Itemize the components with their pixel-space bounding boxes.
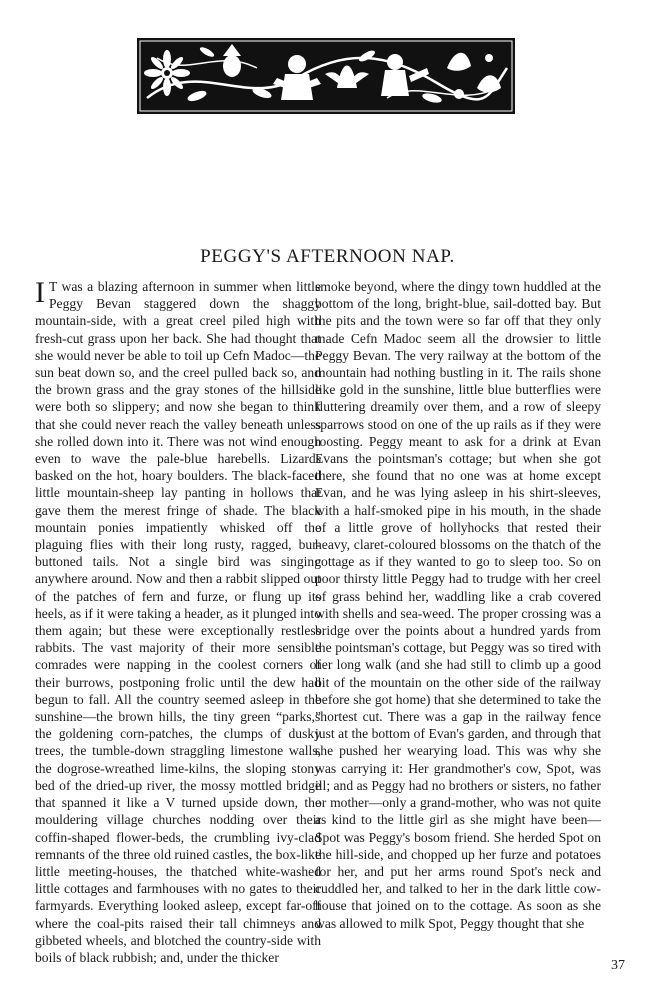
left-column-text: T was a blazing afternoon in summer when little Peggy Bevan staggered down the shaggy mountain-side, with a great creel piled high with fresh-cut grass upon her back. She had thought that she would never be able to toil up Cefn Madoc—the sun beat down so, and the creel pulled back so, and the brown grass and the gray stones of the hillside were both so slippery; and now she began to think that she could never reach the valley beneath unless she rolled down into it. There was not wind enough even to wave the pale-blue harebells. Lizards basked on the hot, hoary boulders. The black-faced little mountain-sheep lay panting in hollows that gave them the merest fringe of shade. The black mountain ponies impatiently whisked off the plaguing flies with their long rusty, ragged, bur-buttoned tails. Not a single bird was singing anywhere around. Now and then a rabbit slipped out of the patches of fern and furze, or flung up its heels, as if it were taking a header, as it plunged into them again; but these were exceptionally restless rabbits. The vast majority of their more sensible comrades were napping in the coolest corners of their burrows, postponing frolic until the dew had begun to fall. All the country seemed asleep in the sunshine—the brown hills, the tiny green “parks,” the goldening corn-patches, the clumps of dusky trees, the tumble-down straggling limestone walls, the dogrose-wreathed lime-kilns, the sloping stony bed of the dried-up river, the mossy mottled bridge that spanned it like a V turned upside down, the mouldering village churches nodding over their coffin-shaped flower-beds, the crumbling ivy-clad remnants of the three old ruined castles, the box-like little meeting-houses, the thatched white-washed little cottages and farmhouses with no gates to their farmyards. Everything looked asleep, except far-off where the coal-pits raised their tall chimneys and gibbeted wheels, and blotched the country-side with boils of black rubbish; and, under the thicker	[35, 279, 321, 965]
drop-cap: I	[35, 276, 45, 309]
article-title: PEGGY'S AFTERNOON NAP.	[200, 246, 455, 267]
right-column	[315, 278, 601, 932]
page-number: 37	[611, 958, 625, 973]
right-column-text: smoke beyond, where the dingy town huddled at the bottom of the long, bright-blue, sail-dotted bay. But the pits and the town were so far off that they only made Cefn Madoc seem all the drowsier to little Peggy Bevan. The very railway at the bottom of the mountain had nothing bustling in it. The rails shone like gold in the sunshine, little blue butterflies were fluttering dreamily over them, and a row of sleepy sparrows stood on one of the up rails as if they were roosting. Peggy meant to ask for a drink at Evan Evans the pointsman's cottage; but when she got there, she found that no one was at home except Evan, and he was lying asleep in his shirt-sleeves, with a half-smoked pipe in his mouth, in the shade of a little grove of hollyhocks that rested their heavy, claret-coloured blossoms on the thatch of the cottage as if they wanted to go to sleep too. So on poor thirsty little Peggy had to trudge with her creel of grass behind her, waddling like a crab covered with shells and sea-weed. The proper crossing was a bridge over the points about a hundred yards from the pointsman's cottage, but Peggy was so tired with her long walk (and she had still to climb up a good bit of the mountain on the other side of the railway before she got home) that she determined to take the shortest cut. There was a gap in the railway fence just at the bottom of Evan's garden, and through that she pushed her wearying load. This was why she was carrying it: Her grandmother's cow, Spot, was ill; and as Peggy had no brothers or sisters, no father or mother—only a grand-mother, who was not quite as kind to the little girl as she might have been—Spot was Peggy's bosom friend. She herded Spot on the hill-side, and chopped up her furze and potatoes for her, and put her arms round Spot's neck and cuddled her, and talked to her in the dark little cow-house that joined on to the cottage. As soon as she was allowed to milk Spot, Peggy thought that she	[315, 279, 601, 931]
left-column	[35, 278, 321, 966]
floral-vine-ornament-with-figures-icon	[137, 38, 515, 114]
